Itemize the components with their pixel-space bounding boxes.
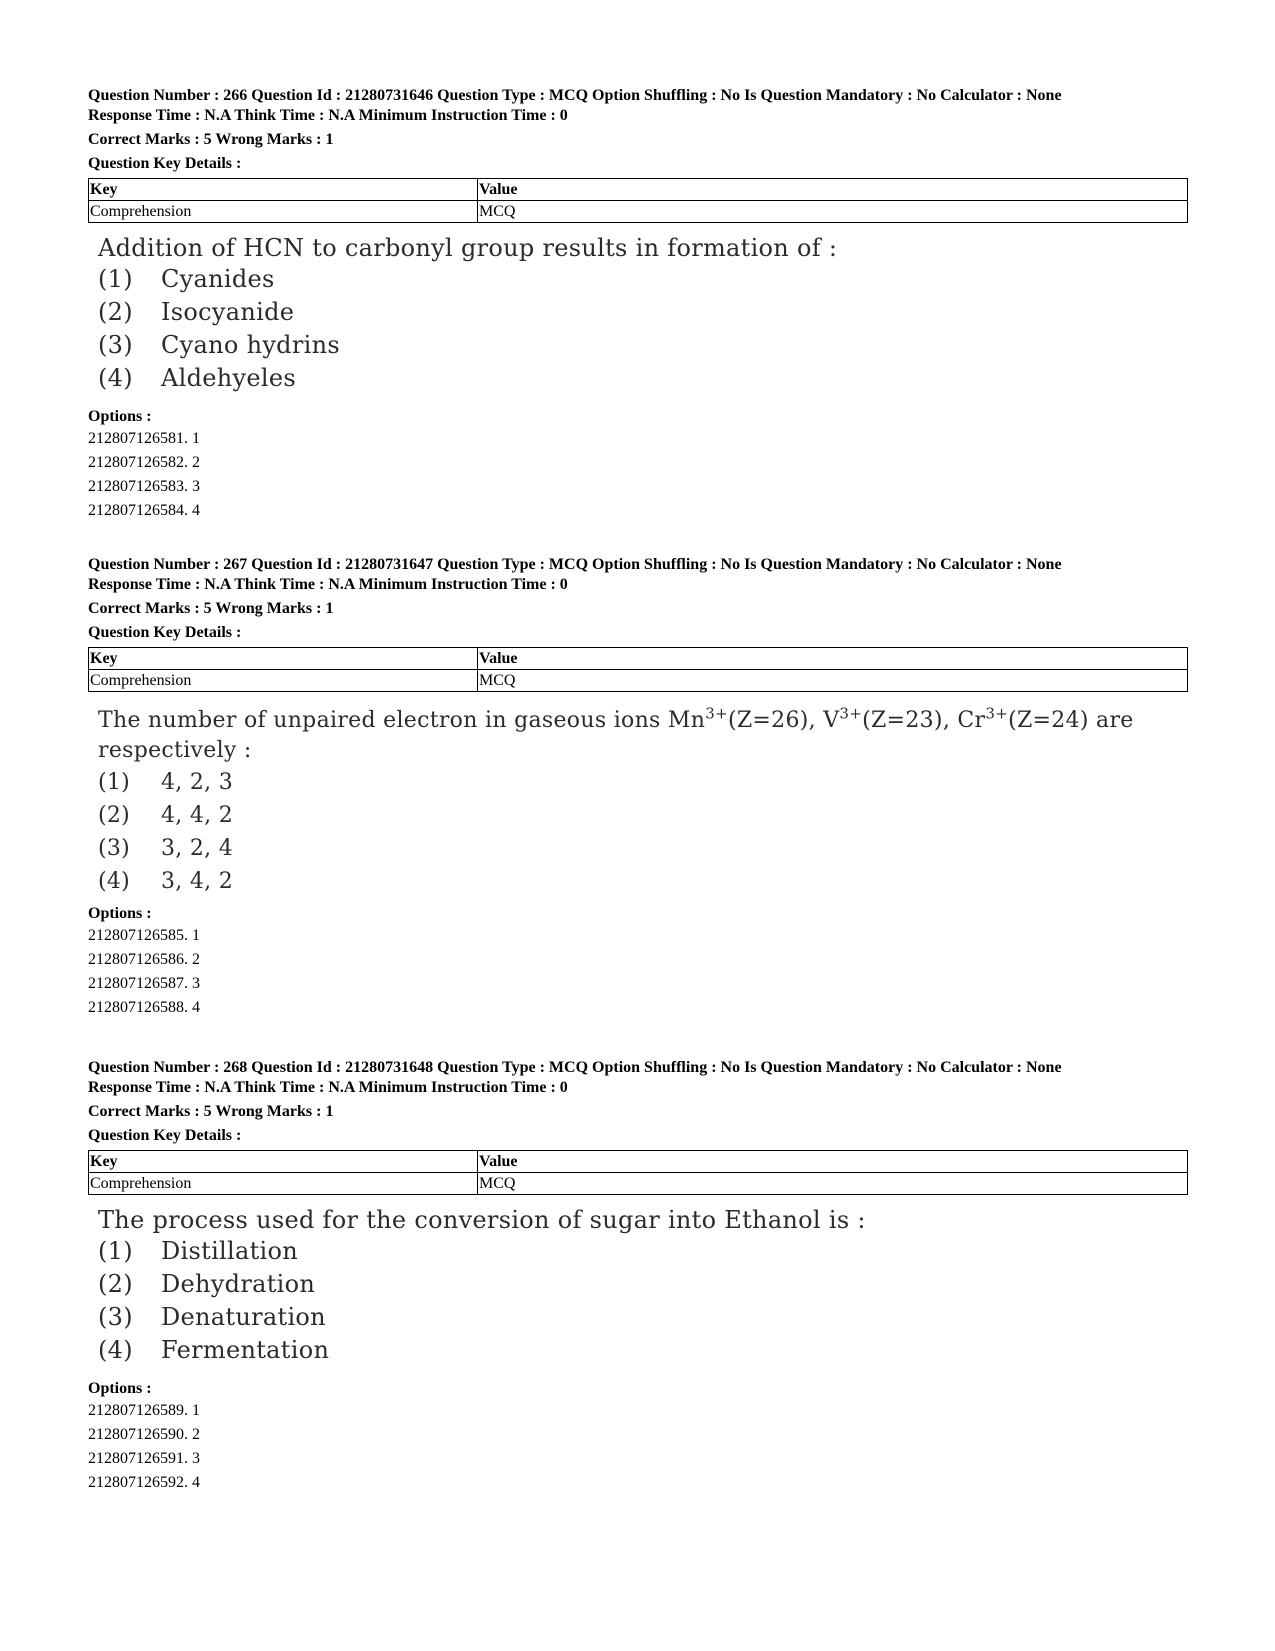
- table-cell-key: Comprehension: [89, 201, 478, 223]
- choice-text: Fermentation: [161, 1336, 330, 1364]
- key-details-heading: Question Key Details :: [88, 1127, 242, 1144]
- choice-item: [98, 865, 1188, 898]
- table-cell-value: MCQ: [478, 1173, 1188, 1195]
- question-meta-line-2: Response Time : N.A Think Time : N.A Minimum Instruction Time : 0: [88, 576, 568, 593]
- choice-item: [98, 766, 1188, 799]
- charge-superscript: 3+: [839, 704, 863, 723]
- marks-line: Correct Marks : 5 Wrong Marks : 1: [88, 600, 334, 617]
- table-header-value: Value: [478, 179, 1188, 201]
- option-item: 212807126588. 4: [88, 999, 200, 1016]
- choice-item: [98, 799, 1188, 832]
- choice-text: Isocyanide: [161, 298, 295, 326]
- choice-number: (1): [98, 1237, 133, 1265]
- choice-item: [98, 263, 1188, 296]
- choice-text: 3, 4, 2: [161, 869, 234, 894]
- option-item: 212807126582. 2: [88, 454, 200, 471]
- question-meta-line-1: Question Number : 268 Question Id : 21280731648 Question Type : MCQ Option Shuffling : No Is Question Mandatory : No Calculator : None: [88, 1059, 1062, 1076]
- table-header-key: Key: [89, 1151, 478, 1173]
- table-header-row: [89, 179, 1188, 201]
- table-cell-value: MCQ: [478, 670, 1188, 692]
- table-row: [89, 201, 1188, 223]
- table-header-row: [89, 1151, 1188, 1173]
- table-header-value: Value: [478, 1151, 1188, 1173]
- choice-item: [98, 1235, 1188, 1268]
- question-meta-line-2: Response Time : N.A Think Time : N.A Minimum Instruction Time : 0: [88, 107, 568, 124]
- stem-part: (Z=23), Cr: [862, 708, 986, 733]
- question-meta-line-1: Question Number : 267 Question Id : 21280731647 Question Type : MCQ Option Shuffling : No Is Question Mandatory : No Calculator : None: [88, 556, 1062, 573]
- option-item: 212807126589. 1: [88, 1402, 200, 1419]
- choice-item: [98, 1334, 1188, 1367]
- question-block-266: [88, 86, 1188, 523]
- choice-text: Distillation: [161, 1237, 299, 1265]
- key-details-heading: Question Key Details :: [88, 624, 242, 641]
- option-item: 212807126583. 3: [88, 478, 200, 495]
- choice-number: (3): [98, 331, 133, 359]
- key-details-table: [88, 647, 1188, 692]
- charge-superscript: 3+: [985, 704, 1009, 723]
- choice-item: [98, 362, 1188, 395]
- choice-text: 3, 2, 4: [161, 836, 234, 861]
- choice-number: (4): [98, 364, 133, 392]
- question-block-267: [88, 555, 1188, 1020]
- question-meta-line-1: Question Number : 266 Question Id : 21280731646 Question Type : MCQ Option Shuffling : No Is Question Mandatory : No Calculator : None: [88, 87, 1062, 104]
- table-header-key: Key: [89, 179, 478, 201]
- option-item: 212807126592. 4: [88, 1474, 200, 1491]
- choice-number: (3): [98, 836, 131, 861]
- choice-number: (2): [98, 298, 133, 326]
- question-block-268: [88, 1058, 1188, 1495]
- options-heading: Options :: [88, 905, 152, 922]
- marks-line: Correct Marks : 5 Wrong Marks : 1: [88, 131, 334, 148]
- option-item: 212807126591. 3: [88, 1450, 200, 1467]
- table-header-key: Key: [89, 648, 478, 670]
- stem-part: (Z=26), V: [727, 708, 840, 733]
- table-cell-key: Comprehension: [89, 1173, 478, 1195]
- options-heading: Options :: [88, 408, 152, 425]
- charge-superscript: 3+: [705, 704, 728, 723]
- option-item: 212807126586. 2: [88, 951, 200, 968]
- question-stem-line-2: respectively :: [98, 738, 252, 763]
- key-details-table: [88, 178, 1188, 223]
- choice-text: 4, 4, 2: [161, 803, 234, 828]
- choice-text: 4, 2, 3: [161, 770, 234, 795]
- choice-number: (2): [98, 1270, 133, 1298]
- choice-number: (1): [98, 770, 131, 795]
- question-text-image: [98, 1205, 1188, 1367]
- table-cell-value: MCQ: [478, 201, 1188, 223]
- key-details-heading: Question Key Details :: [88, 155, 242, 172]
- question-stem: Addition of HCN to carbonyl group results in formation of :: [98, 234, 838, 262]
- option-item: 212807126587. 3: [88, 975, 200, 992]
- options-heading: Options :: [88, 1380, 152, 1397]
- stem-part: (Z=24) are: [1008, 708, 1134, 733]
- option-item: 212807126581. 1: [88, 430, 200, 447]
- choice-item: [98, 296, 1188, 329]
- choice-number: (1): [98, 265, 133, 293]
- choice-number: (4): [98, 869, 131, 894]
- table-row: [89, 670, 1188, 692]
- choice-text: Cyanides: [161, 265, 275, 293]
- key-details-table: [88, 1150, 1188, 1195]
- choice-text: Denaturation: [161, 1303, 326, 1331]
- table-header-value: Value: [478, 648, 1188, 670]
- question-meta-line-2: Response Time : N.A Think Time : N.A Minimum Instruction Time : 0: [88, 1079, 568, 1096]
- question-stem: The process used for the conversion of sugar into Ethanol is :: [98, 1206, 866, 1234]
- choice-item: [98, 1301, 1188, 1334]
- choice-item: [98, 1268, 1188, 1301]
- table-header-row: [89, 648, 1188, 670]
- choice-text: Cyano hydrins: [161, 331, 340, 359]
- choice-number: (4): [98, 1336, 133, 1364]
- choice-text: Aldehyeles: [161, 364, 296, 392]
- stem-intro: The number of unpaired electron in gaseous ions Mn: [98, 708, 706, 733]
- question-stem: [98, 706, 1188, 736]
- table-row: [89, 1173, 1188, 1195]
- choice-text: Dehydration: [161, 1270, 316, 1298]
- question-text-image: [98, 233, 1188, 395]
- choice-number: (2): [98, 803, 131, 828]
- option-item: 212807126590. 2: [88, 1426, 200, 1443]
- table-cell-key: Comprehension: [89, 670, 478, 692]
- choice-item: [98, 832, 1188, 865]
- choice-item: [98, 329, 1188, 362]
- choice-number: (3): [98, 1303, 133, 1331]
- marks-line: Correct Marks : 5 Wrong Marks : 1: [88, 1103, 334, 1120]
- option-item: 212807126585. 1: [88, 927, 200, 944]
- option-item: 212807126584. 4: [88, 502, 200, 519]
- question-text-image: [98, 706, 1188, 898]
